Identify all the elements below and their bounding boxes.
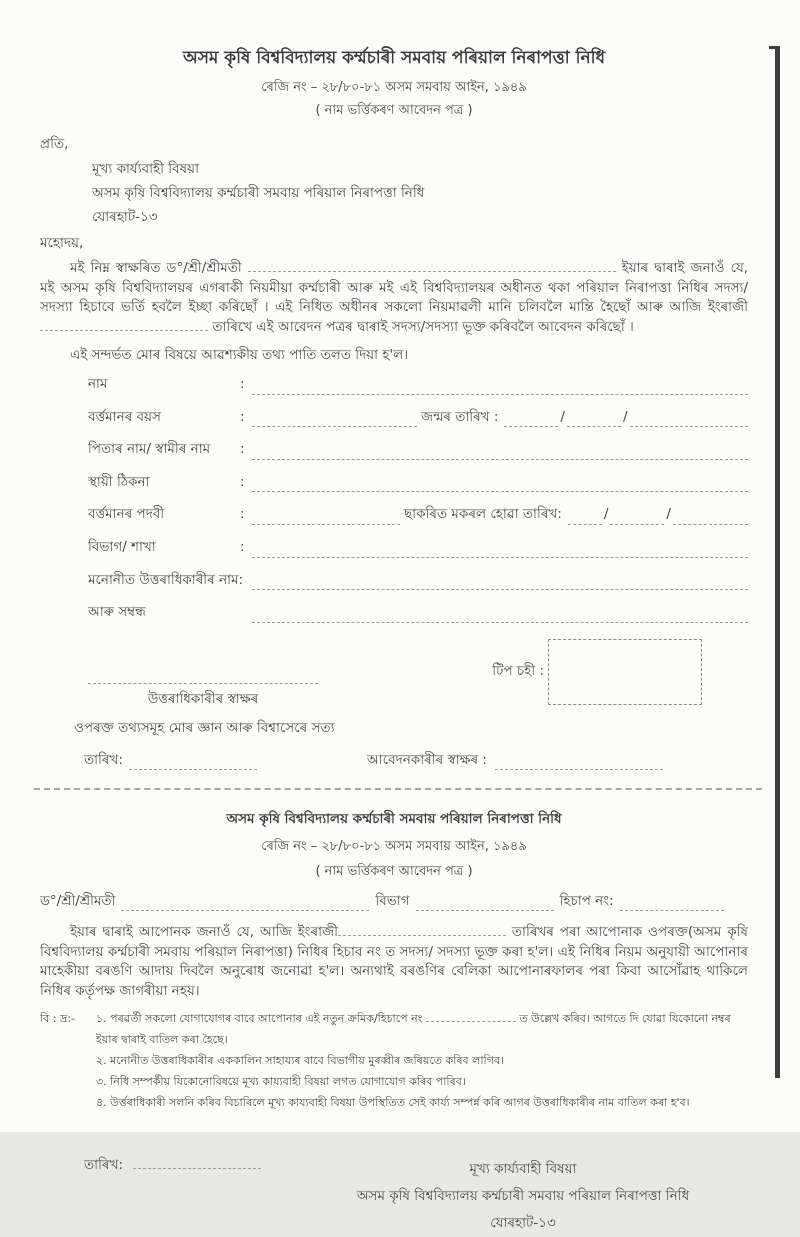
address-field-line <box>252 478 748 492</box>
joining-month-blank <box>610 512 664 525</box>
address-block <box>40 135 748 253</box>
form-row-relationship <box>88 603 748 623</box>
thumb-impression-box <box>548 639 702 705</box>
form-row-nominee-name <box>88 571 748 591</box>
colon: : <box>240 538 245 555</box>
note-item <box>96 1072 748 1093</box>
note-item <box>96 1093 748 1114</box>
joining-date-label: ছাকৰিত মকৰল হোৱা তাৰিখ: <box>404 506 562 523</box>
date-label: তাৰিখ: <box>84 751 123 768</box>
address-to: প্রতি, <box>40 136 69 153</box>
footer-date-label: তাৰিখ: <box>84 1156 123 1173</box>
section2-fields-row <box>40 892 748 912</box>
note-item <box>96 1051 748 1072</box>
nominee-signature-label: উত্তৰাধিকাৰীৰ স্বাক্ষৰ <box>147 690 259 707</box>
date-blank <box>129 757 257 770</box>
application-date-blank <box>40 318 208 331</box>
personal-details-form <box>40 375 748 623</box>
form-row-permanent-address <box>88 473 748 493</box>
note-text: পৰৱর্তী সকলো যোগাযোগৰ বাবে আপোনাৰ এই নতুন ক্রমিক/হিচাপে নং <box>110 1012 423 1026</box>
thumb-impression-block <box>492 639 702 705</box>
section2-registration-line: ৰেজি নং – ২৮/৮০-৮১ অসম সমবায় আইন, ১৯৪৯ <box>261 838 527 854</box>
field-label: পিতাৰ নাম/ স্বামীৰ নাম <box>88 441 211 458</box>
slash: / <box>560 408 565 425</box>
nominee-signature-block <box>88 673 318 710</box>
note-number: ৩. <box>96 1075 107 1089</box>
father-name-field-line <box>252 446 748 460</box>
footer-date-blank <box>133 1156 261 1169</box>
footer-date-row <box>84 1156 261 1176</box>
applicant-signature-blank <box>495 757 663 770</box>
intro-paragraph <box>40 259 748 337</box>
field-label: মনোনীত উত্তৰাধিকাৰীৰ নাম: <box>88 571 244 588</box>
note-number: ১. <box>96 1012 107 1026</box>
field-label: স্থায়ী ঠিকনা <box>88 473 150 490</box>
note-number: ২. <box>96 1054 107 1068</box>
colon: : <box>240 506 245 523</box>
notes-label: বি : দ্র:- <box>40 1012 75 1026</box>
section2-paragraph <box>40 923 748 1001</box>
address-line: অসম কৃষি বিশ্ববিদ্যালয় কর্ম্মচাৰী সমবায় পৰিয়াল নিৰাপত্তা নিধি <box>92 185 425 202</box>
section2-footer <box>40 1156 748 1237</box>
details-intro-line: এই সন্দর্ভত মোৰ বিষয়ে আৱশ্যকীয় তথ্য পাতি তলত দিয়া হ'ল। <box>70 346 409 363</box>
colon: : <box>240 376 245 393</box>
section2-dept-blank <box>416 898 554 911</box>
field-label: বিভাগ/ শাখা <box>88 538 156 555</box>
note-number: ৪. <box>96 1095 107 1109</box>
birth-date-label: জন্মৰ তাৰিখ : <box>421 408 499 425</box>
relationship-field-line <box>252 609 748 623</box>
officer-signature-block <box>308 1156 738 1237</box>
slash: / <box>603 506 609 523</box>
note-text: নিধি সম্পর্কীয় যিকোনোবিষয়ে মূখ্য কায্যবাহী বিষয়া লগত যোগাযোগ কৰিব পাৰিব। <box>110 1075 466 1089</box>
birth-month-blank <box>567 414 621 427</box>
signature-section <box>40 639 748 710</box>
form-row-designation <box>88 505 748 525</box>
officer-place: যোৰহাট-১৩ <box>490 1214 556 1231</box>
intro-text: ইয়াৰ দ্বাৰাই জনাওঁ যে, মই অসম কৃষি বিশ্ববিদ্যালয়ৰ এগৰাকী নিয়মীয়া কর্ম্মচাৰী আৰু মই এই বিশ্ববিদ্যালয়ৰ অধীনত থকা পৰিয়াল নিৰাপত্তা নিধিৰ সদস্য/সদস্যা হিচাবে ভর্তি হবলৈ ইচ্ছা কৰিছোঁ । এই নিধিত অধীনৰ সকলো নিয়মাৱলী মানি চলিবলৈ মান্তি হৈছোঁ আৰু আজি ইংৰাজী <box>40 260 749 316</box>
form-row-department <box>88 538 748 558</box>
notes-section <box>40 1009 748 1113</box>
section2-date-blank <box>338 923 506 936</box>
registration-line: ৰেজি নং – ২৮/৮০-৮১ অসম সমবায় আইন, ১৯৪৯ <box>261 79 527 95</box>
certification-line: ওপৰক্ত তথ্যসমূহ মোৰ জ্ঞান আৰু বিশ্বাসেৰে সত্য <box>74 720 335 737</box>
address-line: যোৰহাট-১৩ <box>92 209 158 226</box>
section2-name-blank <box>121 898 369 911</box>
applicant-signature-label: আবেদনকাৰীৰ স্বাক্ষৰ : <box>366 751 487 768</box>
note-text: ত উল্লেখ কৰিব। আগতে দি যোৱা যিকোনো নম্বৰ ইয়াৰ দ্বাৰাই বাতিল কৰা হৈছে। <box>96 1012 731 1047</box>
address-line: মূখ্য কার্য্যবাহী বিষয়া <box>92 160 199 177</box>
birth-day-blank <box>504 414 558 427</box>
form-row-father-husband-name <box>88 440 748 460</box>
note-text: মনোনীত উত্তৰাধিকাৰীৰ এককালিন সাহায্যৰ বাবে বিভাগীয় মুৰব্বীৰ জৰিয়তে কৰিব লাগিব। <box>110 1054 504 1068</box>
joining-day-blank <box>568 512 602 525</box>
slash: / <box>622 408 628 425</box>
colon: : <box>240 441 245 458</box>
page-title: অসম কৃষি বিশ্ববিদ্যালয় কর্ম্মচাৰী সমবায় পৰিয়াল নিৰাপত্তা নিধি <box>182 48 606 68</box>
section2-dept-label: বিভাগ <box>375 892 410 909</box>
section2-name-label: ড°/শ্রী/শ্রীমতী <box>40 892 116 909</box>
note-text: উর্ত্তৰাধিকাৰী সলনি কৰিব বিচাৰিলে মূখ্য কায্যবাহী বিষয়া উপস্থিতিত সেই কার্য্য সম্পর্ন্ন কৰি আগৰ উত্তৰাধিকাৰীৰ নাম বাতিল কৰা হ'ব। <box>110 1095 690 1109</box>
form-row-name <box>88 375 748 395</box>
note-serial-blank <box>426 1012 516 1022</box>
intro-text: তাৰিখে এই আবেদন পত্রৰ দ্বাৰাই সদস্য/সদস্যা ভূক্ত কৰিবলৈ আবেদন কৰিছোঁ । <box>212 319 634 336</box>
colon: : <box>240 473 245 490</box>
department-field-line <box>252 544 748 558</box>
field-label: বর্ত্তমানৰ বয়স <box>88 408 161 425</box>
note-item <box>96 1009 748 1051</box>
joining-year-blank <box>673 511 748 525</box>
section2-form-type-line: ( নাম ভর্ত্তিকৰণ আবেদন পত্র ) <box>315 863 473 879</box>
section2-text: তাৰিখৰ পৰা আপোনাক ওপৰক্ত(অসম কৃষি বিশ্ববিদ্যালয় কর্ম্মচাৰী সমবায় পৰিয়াল নিৰাপত্তা) নিধিৰ হিচাব নং ত সদস্য/ সদস্যা ভূক্ত কৰা হ'ল। এই নিধিৰ নিয়ম অনুযায়ী আপোনাৰ মাহেকীয়া বৰঙণি আদায় দিবলৈ অনুৰোধ জনোৱা হ'ল। অন্যথাই বৰঙণিৰ বেলিকা আপোনাৰফালৰ পৰা কিবা আসোঁৱাহ থাকিলে নিধিৰ কর্তৃপক্ষ জাগৰীয়া নহয়। <box>40 924 748 999</box>
thumb-impression-label: টিপ চহী : <box>492 662 544 679</box>
scan-edge-artifact <box>775 46 780 1078</box>
age-field-line <box>252 414 417 427</box>
salutation: মহোদয়, <box>40 234 84 251</box>
applicant-name-blank <box>248 259 616 272</box>
colon: : <box>240 408 245 425</box>
designation-field-line <box>252 512 400 525</box>
nominee-signature-line <box>88 673 318 684</box>
intro-text: মই নিম্ন স্বাক্ষৰিত ড°/শ্রী/শ্রীমতী <box>70 260 242 277</box>
form-type-line: ( নাম ভর্ত্তিকৰণ আবেদন পত্র ) <box>315 103 473 119</box>
section2-title: অসম কৃষি বিশ্ববিদ্যালয় কর্ম্মচাৰী সমবায় পৰিয়াল নিৰাপত্তা নিধি <box>226 811 562 828</box>
section2-text: ইয়াৰ দ্বাৰাই আপোনক জনাওঁ যে, আজি ইংৰাজী <box>70 924 338 941</box>
tear-off-separator <box>34 788 762 790</box>
birth-year-blank <box>630 413 748 427</box>
section2-account-blank <box>620 898 724 911</box>
date-signature-row <box>84 751 748 771</box>
officer-org: অসম কৃষি বিশ্ববিদ্যালয় কর্ম্মচাৰী সমবায় পৰিয়াল নিৰাপত্তা নিধি <box>356 1187 690 1204</box>
nominee-name-field-line <box>252 576 748 590</box>
field-label: বর্ত্তমানৰ পদবী <box>88 506 165 523</box>
form-row-age <box>88 408 748 428</box>
slash: / <box>666 506 671 523</box>
officer-title: মূখ্য কার্য্যবাহী বিষয়া <box>469 1160 577 1177</box>
section2-account-label: হিচাপ নং: <box>559 892 614 909</box>
field-label: আৰু সম্বন্ধ <box>88 604 146 621</box>
name-field-line <box>252 381 748 395</box>
field-label: নাম <box>88 376 108 393</box>
